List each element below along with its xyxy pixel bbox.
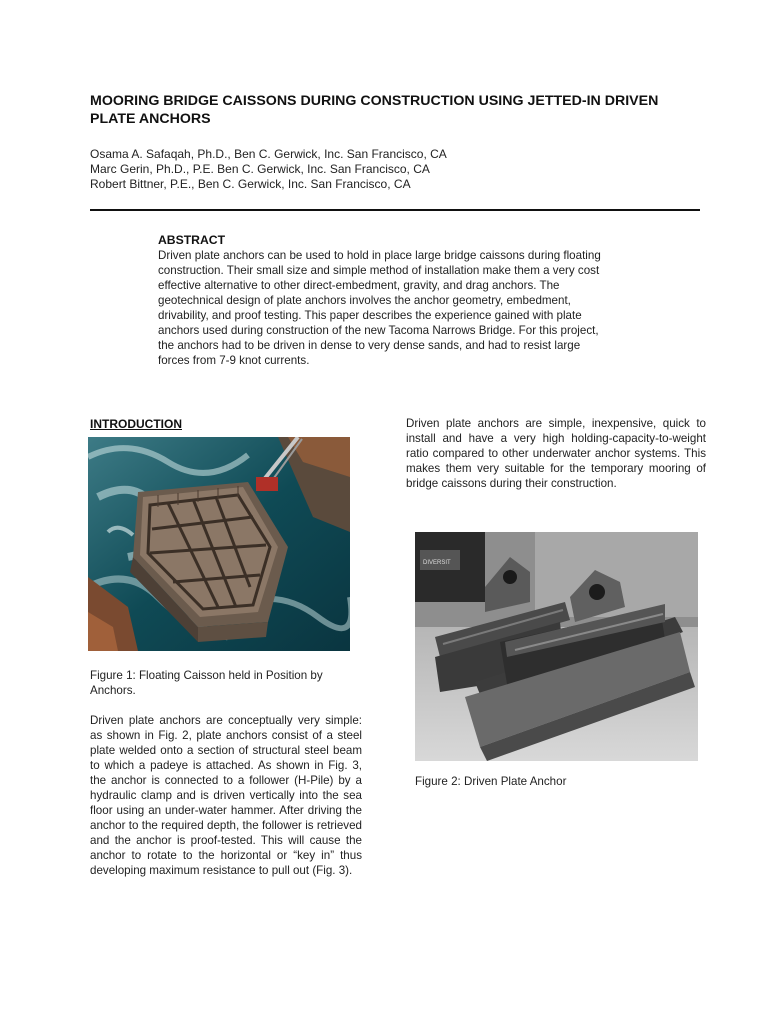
abstract-heading: ABSTRACT: [158, 233, 226, 247]
paper-title: MOORING BRIDGE CAISSONS DURING CONSTRUCTION USING JETTED-IN DRIVEN PLATE ANCHORS: [90, 93, 659, 127]
introduction-heading: INTRODUCTION: [90, 417, 182, 431]
author-2: Marc Gerin, Ph.D., P.E. Ben C. Gerwick, Inc. San Francisco, CA: [90, 162, 430, 176]
abstract-text: Driven plate anchors can be used to hold in place large bridge caissons during floating construction. Their small size and simple method of installation make them a very cost effective alternative to other direct-embedment, gravity, and drag anchors. The geotechnical design of plate anchors involves the anchor geometry, embedment, drivability, and proof testing. This paper describes the experience gained with plate anchors used during construction of the new Tacoma Narrows Bridge. For this project, the anchors had to be driven in dense to very dense sands, and had to resist large forces from 7-9 knot currents.: [158, 249, 601, 367]
figure-1-caption: Figure 1: Floating Caisson held in Position by Anchors.: [90, 669, 323, 697]
author-3: Robert Bittner, P.E., Ben C. Gerwick, Inc. San Francisco, CA: [90, 177, 411, 191]
figure-2-caption: Figure 2: Driven Plate Anchor: [415, 775, 567, 788]
figure-2-anchor-photo: [415, 532, 698, 761]
header-divider: [90, 209, 700, 211]
truck-sign-text: DIVERSIT: [423, 560, 451, 566]
figure-1-caisson-photo: [88, 437, 350, 651]
author-list: [90, 147, 447, 192]
author-1: Osama A. Safaqah, Ph.D., Ben C. Gerwick, Inc. San Francisco, CA: [90, 147, 447, 161]
intro-paragraph-left: Driven plate anchors are conceptually very simple: as shown in Fig. 2, plate anchors consist of a steel plate welded onto a section of structural steel beam to which a padeye is attached. As shown in Fig. 3, the anchor is connected to a follower (H-Pile) by a hydraulic clamp and is driven vertically into the sea floor using an under-water hammer. After driving the anchor to the required depth, the follower is retrieved and the anchor is proof-tested. This will cause the anchor to rotate to the horizontal or “key in” thus developing maximum resistance to pull out (Fig. 3).: [90, 714, 362, 877]
intro-paragraph-right: Driven plate anchors are simple, inexpensive, quick to install and have a very high holding-capacity-to-weight ratio compared to other underwater anchor systems. This makes them very suitable for the temporary mooring of bridge caissons during their construction.: [406, 417, 706, 490]
